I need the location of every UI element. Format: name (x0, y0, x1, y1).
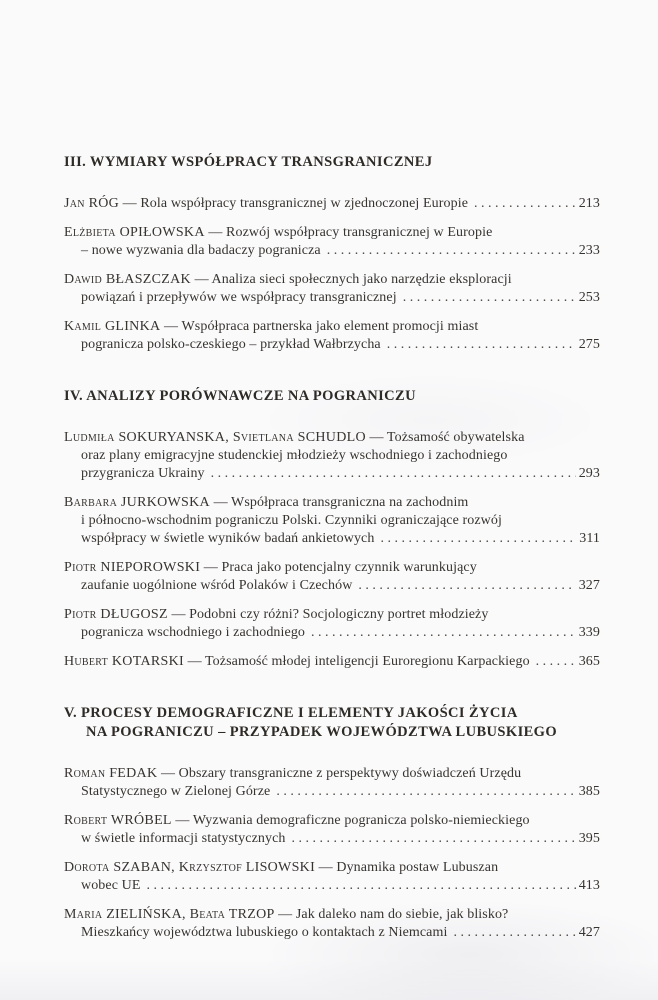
dot-leader (292, 830, 576, 848)
entry-title: w świetle informacji statystycznych (81, 831, 286, 846)
section-heading (64, 704, 600, 742)
section-heading-line: V. PROCESY DEMOGRAFICZNE I ELEMENTY JAKOŚCI ŻYCIA (64, 705, 518, 721)
entry-title: — Podobni czy różni? Socjologiczny portret młodzieży (171, 607, 489, 622)
entry-author: Robert WRÓBEL (64, 813, 172, 828)
entry-page-number: 427 (578, 925, 600, 940)
entry-line (64, 271, 600, 289)
entry-line (64, 624, 600, 642)
entry-line: i północno-wschodnim pograniczu Polski. Czynniki ograniczające rozwój (81, 513, 502, 528)
dot-leader (147, 877, 576, 895)
entry-page-number: 395 (578, 831, 600, 846)
entry-line (64, 224, 600, 242)
entry-page-number: 253 (578, 290, 600, 305)
entry-title: — Dynamika postaw Lubuszan (318, 860, 499, 875)
entry-page-number: 233 (578, 243, 600, 258)
entry-title: pogranicza polsko-czeskiego – przykład Wałbrzycha (81, 337, 381, 352)
section-heading-line: III. WYMIARY WSPÓŁPRACY TRANSGRANICZNEJ (64, 154, 433, 170)
dot-leader (474, 195, 576, 213)
dot-leader (276, 783, 575, 801)
entry-author: Kamil GLINKA (64, 319, 161, 334)
dot-leader (387, 336, 576, 354)
entry-line (64, 242, 600, 260)
dot-leader (211, 465, 576, 483)
entry-title: — Rola współpracy transgranicznej w zjednoczonej Europie (122, 196, 469, 211)
entry-line (64, 830, 600, 848)
toc-entry (64, 606, 600, 642)
entry-line (64, 289, 600, 307)
dot-leader (380, 530, 576, 548)
entry-author: Elżbieta OPIŁOWSKA (64, 225, 205, 240)
entry-title: Mieszkańcy województwa lubuskiego o kontaktach z Niemcami (81, 925, 448, 940)
entry-line (64, 812, 600, 830)
entry-line (64, 336, 600, 354)
toc-entry (64, 494, 600, 548)
dot-leader (358, 577, 575, 595)
entry-line (64, 577, 600, 595)
entry-author: Piotr DŁUGOSZ (64, 607, 168, 622)
dot-leader (311, 624, 576, 642)
toc-entry (64, 812, 600, 848)
entry-title: zaufanie uogólnione wśród Polaków i Czechów (81, 578, 353, 593)
entry-title: Statystycznego w Zielonej Górze (81, 784, 271, 799)
dot-leader (327, 242, 576, 260)
entry-page-number: 365 (578, 654, 600, 669)
toc-section-iv (64, 387, 600, 671)
toc-entry (64, 765, 600, 801)
entry-line (64, 559, 600, 577)
entry-author: Roman FEDAK (64, 766, 158, 781)
toc-entry (64, 195, 600, 213)
entry-author: Dawid BŁASZCZAK (64, 272, 191, 287)
entry-author: Dorota SZABAN, Krzysztof LISOWSKI (64, 860, 316, 875)
entry-line (64, 465, 600, 483)
entry-line (64, 530, 600, 548)
entry-title: — Obszary transgraniczne z perspektywy doświadczeń Urzędu (160, 766, 522, 781)
entry-title: — Tożsamość obywatelska (369, 430, 525, 445)
entry-author: Ludmiła SOKURYANSKA, Svietlana SCHUDLO (64, 430, 366, 445)
entry-title: — Współpraca partnerska jako element promocji miast (164, 319, 479, 334)
entry-page-number: 213 (578, 196, 600, 211)
entry-line (64, 783, 600, 801)
entry-title: powiązań i przepływów we współpracy transgranicznej (81, 290, 397, 305)
entry-title: – nowe wyzwania dla badaczy pogranicza (81, 243, 321, 258)
section-heading (64, 387, 600, 406)
toc-entry (64, 224, 600, 260)
entry-page-number: 311 (579, 531, 600, 546)
entry-title: — Jak daleko nam do siebie, jak blisko? (278, 907, 509, 922)
entry-title: — Współpraca transgraniczna na zachodnim (213, 495, 469, 510)
entry-line (64, 906, 600, 924)
entry-line (64, 318, 600, 336)
entry-title: przygranicza Ukrainy (81, 466, 205, 481)
entry-title: — Praca jako potencjalny czynnik warunkujący (203, 560, 477, 575)
entry-page-number: 413 (578, 878, 600, 893)
toc-section-iii (64, 153, 600, 354)
toc-entry (64, 318, 600, 354)
entry-line (64, 924, 600, 942)
entry-page-number: 385 (578, 784, 600, 799)
entry-line (64, 606, 600, 624)
toc-entry (64, 653, 600, 671)
toc-section-v (64, 704, 600, 942)
entry-author: Hubert KOTARSKI (64, 654, 184, 669)
entry-title: wobec UE (81, 878, 141, 893)
entry-title: — Wyzwania demograficzne pogranicza polsko-niemieckiego (175, 813, 530, 828)
dot-leader (453, 924, 575, 942)
entry-page-number: 275 (578, 337, 600, 352)
entry-line (64, 859, 600, 877)
section-heading-line: NA POGRANICZU – PRZYPADEK WOJEWÓDZTWA LUBUSKIEGO (86, 724, 558, 740)
section-heading (64, 153, 600, 172)
entry-line (64, 653, 600, 671)
entry-page-number: 293 (578, 466, 600, 481)
entry-author: Barbara JURKOWSKA (64, 495, 210, 510)
section-heading-line: IV. ANALIZY PORÓWNAWCZE NA POGRANICZU (64, 388, 416, 404)
toc-entry (64, 859, 600, 895)
entry-author: Jan RÓG (64, 196, 120, 211)
entry-title: — Analiza sieci społecznych jako narzędzie eksploracji (194, 272, 512, 287)
entry-line (64, 877, 600, 895)
entry-title: współpracy w świetle wyników badań ankietowych (81, 531, 375, 546)
entry-title: pogranicza wschodniego i zachodniego (81, 625, 306, 640)
entry-title: — Tożsamość młodej inteligencji Euroregionu Karpackiego (187, 654, 530, 669)
dot-leader (536, 653, 576, 671)
entry-line (64, 429, 600, 447)
entry-page-number: 327 (578, 578, 600, 593)
entry-author: Maria ZIELIŃSKA, Beata TRZOP (64, 907, 275, 922)
entry-line (64, 494, 600, 512)
entry-line: oraz plany emigracyjne studenckiej młodzieży wschodniego i zachodniego (81, 448, 508, 463)
entry-page-number: 339 (578, 625, 600, 640)
entry-title: — Rozwój współpracy transgranicznej w Europie (208, 225, 493, 240)
toc-entry (64, 429, 600, 483)
toc-entry (64, 906, 600, 942)
dot-leader (403, 289, 576, 307)
entry-author: Piotr NIEPOROWSKI (64, 560, 201, 575)
toc-entry (64, 559, 600, 595)
toc-entry (64, 271, 600, 307)
entry-line (64, 765, 600, 783)
entry-line (64, 195, 600, 213)
